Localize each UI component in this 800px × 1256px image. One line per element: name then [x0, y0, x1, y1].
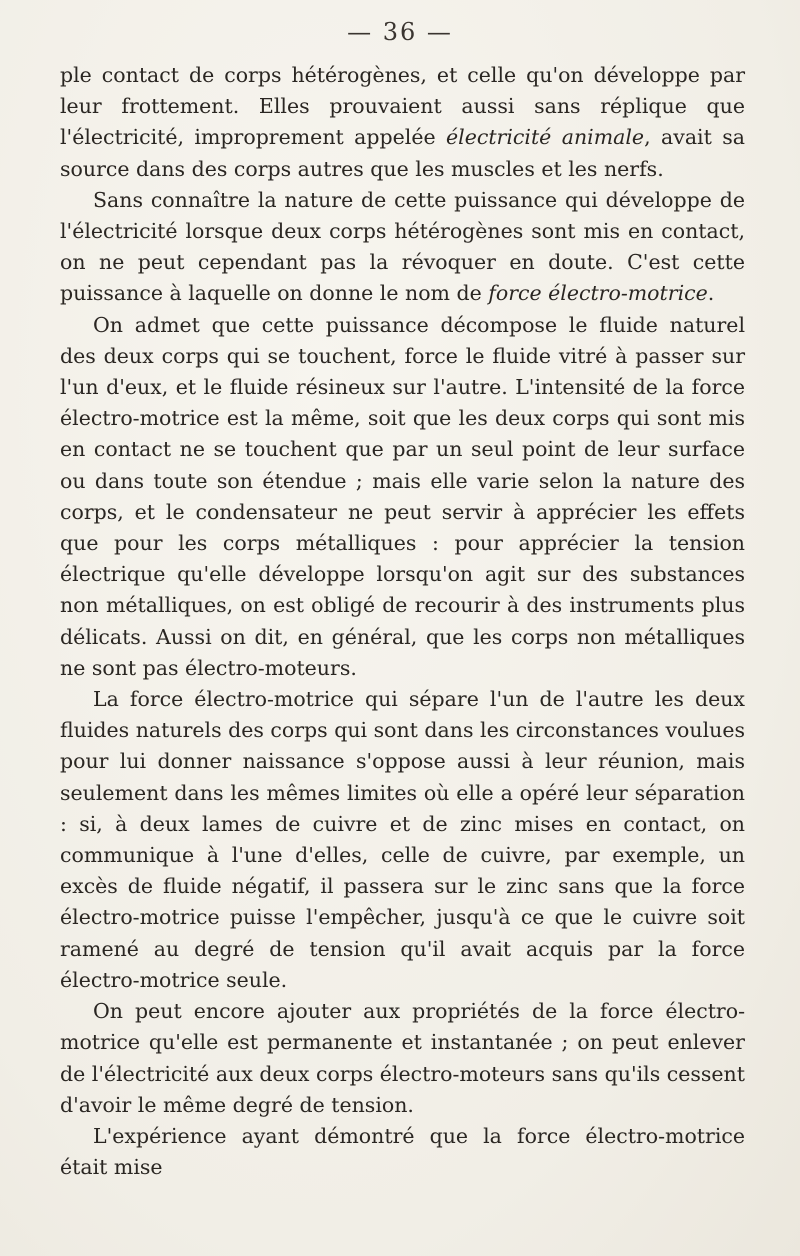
paragraph-2-italic-term: force électro-motrice: [488, 281, 708, 306]
paragraph-2-text-end: .: [707, 281, 715, 306]
paragraph-1-italic-term: électricité animale: [446, 125, 645, 150]
paragraph-6-text: L'expérience ayant démontré que la force électro-motrice était mise: [60, 1123, 745, 1180]
paragraph-3-text: On admet que cette puissance décompose le fluide naturel des deux corps qui se touchent, force le fluide vitré à passer sur l'un d'eux, et le fluide résineux sur l'autre. L'intensité de la force électro-motrice est la même, soit que les deux corps qui sont mis en contact ne se touchent que par un seul point de leur surface ou dans toute son étendue ; mais elle varie selon la nature des corps, et le condensateur ne peut servir à apprécier les effets que pour les corps métalliques : pour apprécier la tension électrique qu'elle développe lorsqu'on agit sur des substances non métalliques, on est obligé de recourir à des instruments plus délicats. Aussi on dit, en général, que les corps non métalliques ne sont pas électro-moteurs.: [60, 312, 745, 680]
paragraph-2: [60, 185, 745, 310]
page-number: — 36 —: [347, 18, 453, 46]
paragraph-5: [60, 996, 745, 1121]
paragraph-1: [60, 60, 745, 185]
body-text: [60, 60, 745, 1183]
paragraph-1-text-end: , avait sa source dans des corps autres que les muscles et les nerfs.: [60, 125, 745, 181]
paragraph-3: [60, 310, 745, 684]
paragraph-4: [60, 684, 745, 996]
paragraph-1-text: ple contact de corps hétérogènes, et celle qu'on développe par leur frottement. Elles prouvaient aussi sans réplique que l'électricité, improprement appelée: [60, 63, 745, 150]
paragraph-2-text: Sans connaître la nature de cette puissance qui développe de l'électricité lorsque deux corps hétérogènes sont mis en contact, on ne peut cependant pas la révoquer en doute. C'est cette puissance à laquelle on donne le nom de: [60, 187, 745, 306]
paragraph-6: [60, 1121, 745, 1183]
paragraph-4-text: La force électro-motrice qui sépare l'un de l'autre les deux fluides naturels des corps qui sont dans les circonstances voulues pour lui donner naissance s'oppose aussi à leur réunion, mais seulement dans les mêmes limites où elle a opéré leur séparation : si, à deux lames de cuivre et de zinc mises en contact, on communique à l'une d'elles, celle de cuivre, par exemple, un excès de fluide négatif, il passera sur le zinc sans que la force électro-motrice puisse l'empêcher, jusqu'à ce que le cuivre soit ramené au degré de tension qu'il avait acquis par la force électro-motrice seule.: [60, 687, 745, 992]
paragraph-5-text: On peut encore ajouter aux propriétés de la force électro-motrice qu'elle est permanente et instantanée ; on peut enlever de l'électricité aux deux corps électro-moteurs sans qu'ils cessent d'avoir le même degré de tension.: [60, 999, 745, 1117]
